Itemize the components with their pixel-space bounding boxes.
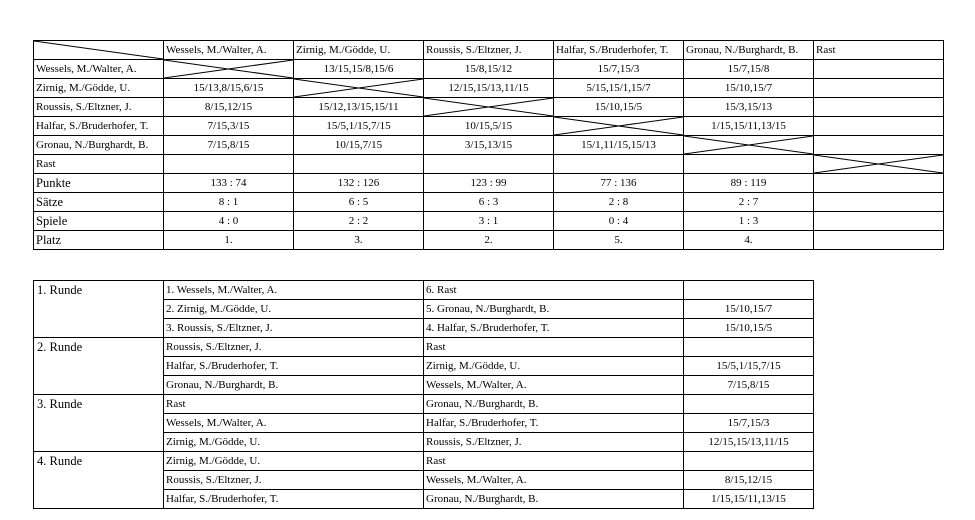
- match-score-cell: 8/15,12/15: [164, 98, 294, 117]
- stats-value: 8 : 1: [164, 193, 294, 212]
- self-match-cross-cell: [684, 136, 814, 155]
- match-score-cell: 15/12,13/15,15/11: [294, 98, 424, 117]
- stats-value: 6 : 5: [294, 193, 424, 212]
- round-away-pair: Rast: [424, 452, 684, 471]
- round-away-pair: Roussis, S./Eltzner, J.: [424, 433, 684, 452]
- round-score: [684, 281, 814, 300]
- round-away-pair: 5. Gronau, N./Burghardt, B.: [424, 300, 684, 319]
- stats-value: 89 : 119: [684, 174, 814, 193]
- match-score-cell: 15/1,11/15,15/13: [554, 136, 684, 155]
- column-header-player: Gronau, N./Burghardt, B.: [684, 41, 814, 60]
- stats-value: 77 : 136: [554, 174, 684, 193]
- round-label: 2. Runde: [34, 338, 164, 395]
- row-header-rast: Rast: [34, 155, 164, 174]
- match-score-cell: 15/8,15/12: [424, 60, 554, 79]
- self-match-cross-cell: [294, 79, 424, 98]
- round-home-pair: Roussis, S./Eltzner, J.: [164, 471, 424, 490]
- row-header-player: Halfar, S./Bruderhofer, T.: [34, 117, 164, 136]
- round-score: 7/15,8/15: [684, 376, 814, 395]
- match-score-cell: 15/10,15/5: [554, 98, 684, 117]
- match-score-cell: 15/10,15/7: [684, 79, 814, 98]
- round-home-pair: Wessels, M./Walter, A.: [164, 414, 424, 433]
- matrix-row-rast: [34, 155, 944, 174]
- round-label: 1. Runde: [34, 281, 164, 338]
- empty-cell: [424, 155, 554, 174]
- stats-value: 6 : 3: [424, 193, 554, 212]
- stats-label: Platz: [34, 231, 164, 250]
- round-match-row: [34, 281, 814, 300]
- matrix-header-row: [34, 41, 944, 60]
- round-away-pair: Halfar, S./Bruderhofer, T.: [424, 414, 684, 433]
- row-header-player: Wessels, M./Walter, A.: [34, 60, 164, 79]
- round-score: 15/5,1/15,7/15: [684, 357, 814, 376]
- column-header-player: Roussis, S./Eltzner, J.: [424, 41, 554, 60]
- stats-value: 5.: [554, 231, 684, 250]
- round-home-pair: 3. Roussis, S./Eltzner, J.: [164, 319, 424, 338]
- self-match-cross-cell: [164, 60, 294, 79]
- match-score-cell: 7/15,8/15: [164, 136, 294, 155]
- stats-value: 4.: [684, 231, 814, 250]
- matrix-corner-cell: [34, 41, 164, 60]
- empty-cell: [164, 155, 294, 174]
- round-away-pair: Gronau, N./Burghardt, B.: [424, 490, 684, 509]
- round-match-row: [34, 452, 814, 471]
- stats-value: 2.: [424, 231, 554, 250]
- round-home-pair: Roussis, S./Eltzner, J.: [164, 338, 424, 357]
- stats-row: [34, 231, 944, 250]
- rast-cross-cell: [814, 155, 944, 174]
- stats-row: [34, 193, 944, 212]
- row-header-player: Gronau, N./Burghardt, B.: [34, 136, 164, 155]
- round-label: 3. Runde: [34, 395, 164, 452]
- stats-value: 2 : 8: [554, 193, 684, 212]
- stats-value: 123 : 99: [424, 174, 554, 193]
- stats-row: [34, 212, 944, 231]
- match-score-cell: 1/15,15/11,13/15: [684, 117, 814, 136]
- match-score-cell: 15/7,15/8: [684, 60, 814, 79]
- match-score-cell: 12/15,15/13,11/15: [424, 79, 554, 98]
- match-score-cell: 10/15,7/15: [294, 136, 424, 155]
- empty-cell: [814, 79, 944, 98]
- stats-row: [34, 174, 944, 193]
- empty-cell: [814, 231, 944, 250]
- round-away-pair: Rast: [424, 338, 684, 357]
- round-away-pair: Zirnig, M./Gödde, U.: [424, 357, 684, 376]
- round-home-pair: Zirnig, M./Gödde, U.: [164, 452, 424, 471]
- match-score-cell: 3/15,13/15: [424, 136, 554, 155]
- round-away-pair: Wessels, M./Walter, A.: [424, 471, 684, 490]
- match-score-cell: 15/7,15/3: [554, 60, 684, 79]
- match-score-cell: 15/13,8/15,6/15: [164, 79, 294, 98]
- round-away-pair: Wessels, M./Walter, A.: [424, 376, 684, 395]
- stats-value: 1 : 3: [684, 212, 814, 231]
- empty-cell: [814, 136, 944, 155]
- matrix-row: [34, 98, 944, 117]
- round-score: 8/15,12/15: [684, 471, 814, 490]
- self-match-cross-cell: [554, 117, 684, 136]
- round-score: 1/15,15/11,13/15: [684, 490, 814, 509]
- round-home-pair: Rast: [164, 395, 424, 414]
- round-home-pair: 2. Zirnig, M./Gödde, U.: [164, 300, 424, 319]
- empty-cell: [814, 60, 944, 79]
- rounds-table: [33, 280, 814, 509]
- self-match-cross-cell: [424, 98, 554, 117]
- column-header-player: Wessels, M./Walter, A.: [164, 41, 294, 60]
- round-home-pair: Halfar, S./Bruderhofer, T.: [164, 357, 424, 376]
- empty-cell: [554, 155, 684, 174]
- stats-value: 133 : 74: [164, 174, 294, 193]
- stats-value: 2 : 2: [294, 212, 424, 231]
- column-header-player: Halfar, S./Bruderhofer, T.: [554, 41, 684, 60]
- round-score: [684, 395, 814, 414]
- empty-cell: [294, 155, 424, 174]
- round-home-pair: Gronau, N./Burghardt, B.: [164, 376, 424, 395]
- round-home-pair: Zirnig, M./Gödde, U.: [164, 433, 424, 452]
- match-score-cell: 7/15,3/15: [164, 117, 294, 136]
- matrix-row: [34, 136, 944, 155]
- round-label: 4. Runde: [34, 452, 164, 509]
- stats-label: Spiele: [34, 212, 164, 231]
- row-header-player: Roussis, S./Eltzner, J.: [34, 98, 164, 117]
- empty-cell: [814, 193, 944, 212]
- match-score-cell: 13/15,15/8,15/6: [294, 60, 424, 79]
- stats-value: 3 : 1: [424, 212, 554, 231]
- round-away-pair: 6. Rast: [424, 281, 684, 300]
- results-matrix: [33, 40, 944, 250]
- stats-value: 3.: [294, 231, 424, 250]
- round-score: [684, 338, 814, 357]
- match-score-cell: 10/15,5/15: [424, 117, 554, 136]
- stats-value: 2 : 7: [684, 193, 814, 212]
- round-score: [684, 452, 814, 471]
- match-score-cell: 15/3,15/13: [684, 98, 814, 117]
- stats-value: 0 : 4: [554, 212, 684, 231]
- empty-cell: [814, 117, 944, 136]
- stats-value: 132 : 126: [294, 174, 424, 193]
- empty-cell: [814, 98, 944, 117]
- stats-label: Punkte: [34, 174, 164, 193]
- round-away-pair: Gronau, N./Burghardt, B.: [424, 395, 684, 414]
- empty-cell: [814, 174, 944, 193]
- match-score-cell: 5/15,15/1,15/7: [554, 79, 684, 98]
- stats-label: Sätze: [34, 193, 164, 212]
- matrix-row: [34, 117, 944, 136]
- round-match-row: [34, 395, 814, 414]
- match-score-cell: 15/5,1/15,7/15: [294, 117, 424, 136]
- stats-value: 1.: [164, 231, 294, 250]
- round-score: 15/10,15/5: [684, 319, 814, 338]
- empty-cell: [814, 212, 944, 231]
- empty-cell: [684, 155, 814, 174]
- round-score: 12/15,15/13,11/15: [684, 433, 814, 452]
- round-away-pair: 4. Halfar, S./Bruderhofer, T.: [424, 319, 684, 338]
- round-match-row: [34, 338, 814, 357]
- round-score: 15/7,15/3: [684, 414, 814, 433]
- column-header-player: Rast: [814, 41, 944, 60]
- round-home-pair: 1. Wessels, M./Walter, A.: [164, 281, 424, 300]
- matrix-row: [34, 60, 944, 79]
- row-header-player: Zirnig, M./Gödde, U.: [34, 79, 164, 98]
- matrix-row: [34, 79, 944, 98]
- round-home-pair: Halfar, S./Bruderhofer, T.: [164, 490, 424, 509]
- column-header-player: Zirnig, M./Gödde, U.: [294, 41, 424, 60]
- stats-value: 4 : 0: [164, 212, 294, 231]
- round-score: 15/10,15/7: [684, 300, 814, 319]
